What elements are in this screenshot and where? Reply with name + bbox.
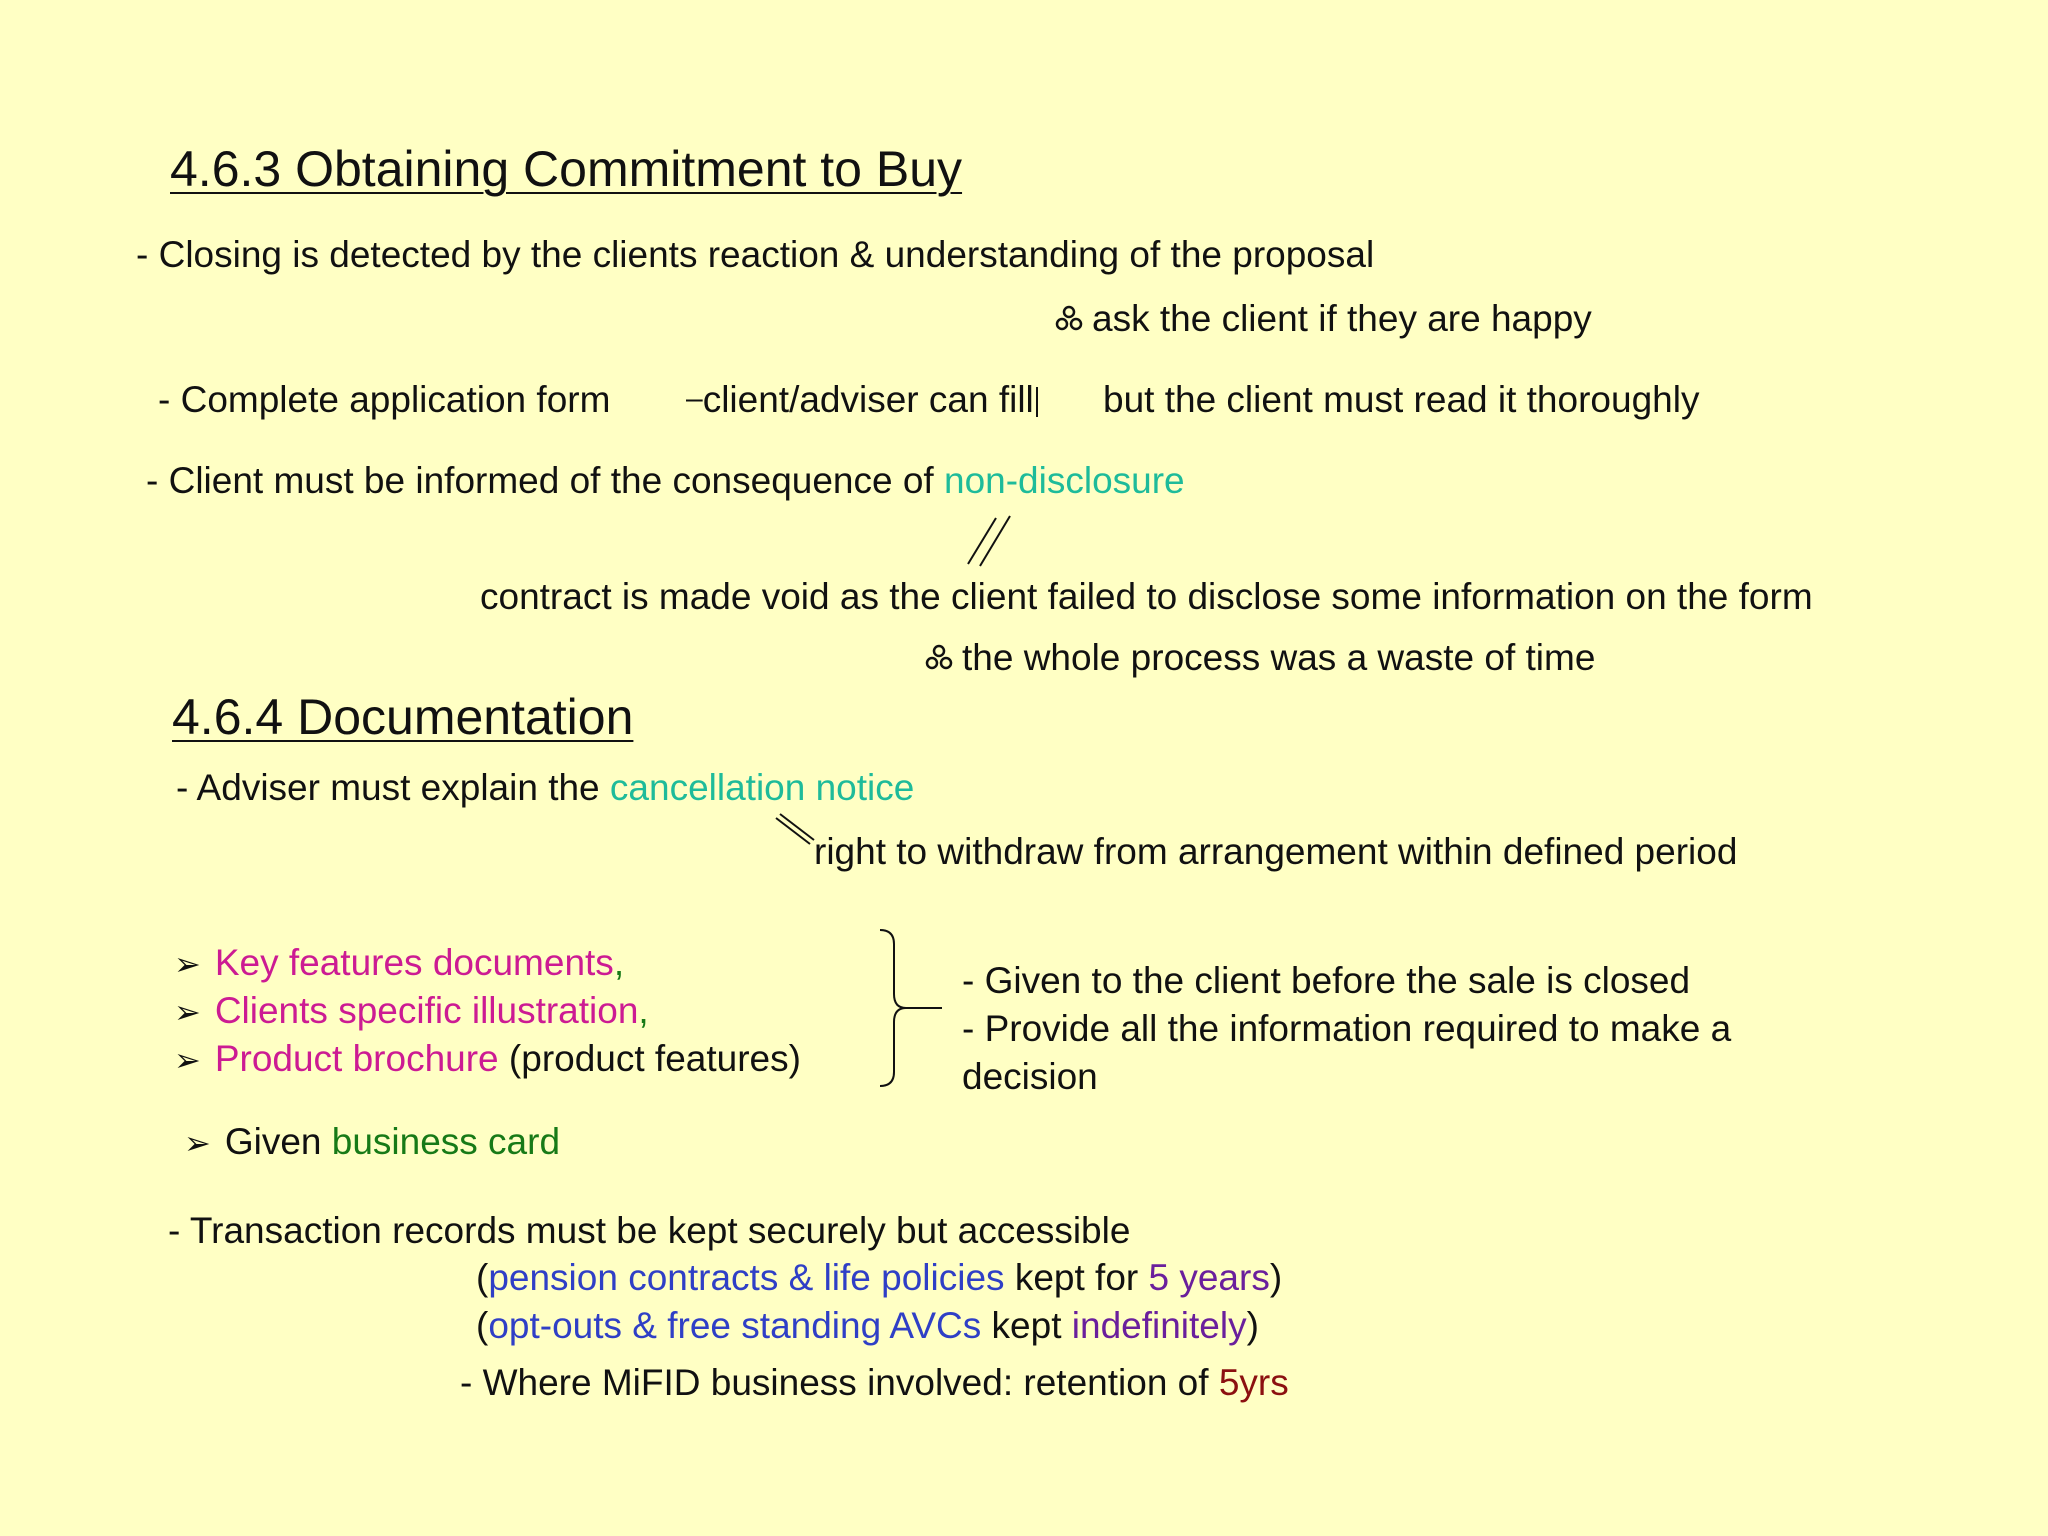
five-years-term: 5 years: [1148, 1257, 1270, 1298]
non-disclosure-prefix: - Client must be informed of the consequence of: [146, 460, 944, 501]
bullet-key-features: ➢ Key features documents,: [174, 942, 625, 983]
decision-text: decision: [962, 1056, 1098, 1097]
pension-contracts-term: pension contracts & life policies: [488, 1257, 1005, 1298]
client-adviser-line: –client/adviser can fill: [686, 379, 1038, 422]
ask-client-line: [1054, 298, 1592, 341]
mifid-line: [460, 1362, 1289, 1405]
non-disclosure-line: [146, 460, 1185, 503]
mifid-prefix: - Where MiFID business involved: retention of: [460, 1362, 1219, 1403]
given-prefix: Given: [224, 1121, 332, 1162]
ask-client-text: ask the client if they are happy: [1092, 298, 1592, 339]
business-card-term: business card: [331, 1121, 561, 1162]
double-slash-connector: [962, 512, 1018, 568]
arrowhead-bullet-icon: ➢: [174, 1042, 201, 1078]
therefore-icon: [1054, 304, 1084, 334]
optouts-retention-line: (opt-outs & free standing AVCs kept indefinitely): [476, 1305, 1259, 1346]
right-brace: [876, 926, 946, 1092]
double-slash-connector-2: [774, 814, 814, 854]
bullet-illustration: ➢ Clients specific illustration,: [174, 990, 649, 1031]
arrowhead-bullet-icon: ➢: [174, 994, 201, 1030]
heading-documentation: 4.6.4 Documentation: [172, 689, 634, 745]
closing-detected-text: - Closing is detected by the clients reaction & understanding of the proposal: [136, 234, 1375, 275]
non-disclosure-term: non-disclosure: [944, 460, 1185, 501]
client-adviser-text: client/adviser can fill: [702, 379, 1034, 420]
bullet-brochure: ➢ Product brochure (product features): [174, 1038, 801, 1079]
therefore-icon: [924, 643, 954, 673]
arrowhead-bullet-icon: ➢: [174, 946, 201, 982]
optouts-term: opt-outs & free standing AVCs: [488, 1305, 982, 1346]
transaction-records-text: - Transaction records must be kept securely but accessible: [168, 1210, 1131, 1251]
brochure-text: Product brochure: [214, 1038, 499, 1079]
read-thoroughly-text: but the client must read it thoroughly: [1103, 379, 1700, 420]
cancellation-notice-term: cancellation notice: [609, 767, 915, 808]
pension-retention-line: (pension contracts & life policies kept for 5 years): [476, 1257, 1283, 1298]
cancellation-line: [176, 767, 914, 810]
cancellation-prefix: - Adviser must explain the: [176, 767, 610, 808]
heading-obtaining-commitment: 4.6.3 Obtaining Commitment to Buy: [170, 141, 963, 197]
contract-void-text: contract is made void as the client failed to disclose some information on the form: [480, 576, 1813, 617]
right-to-withdraw-text: right to withdraw from arrangement within defined period: [814, 831, 1738, 872]
key-features-text: Key features documents: [214, 942, 614, 983]
waste-of-time-line: [924, 637, 1595, 680]
bullet-business-card: [184, 1121, 560, 1164]
five-yrs-term: 5yrs: [1218, 1362, 1289, 1403]
waste-of-time-text: the whole process was a waste of time: [962, 637, 1596, 678]
illustration-text: Clients specific illustration: [214, 990, 639, 1031]
application-form-text: - Complete application form: [158, 379, 611, 420]
arrowhead-bullet-icon: ➢: [184, 1125, 211, 1161]
given-before-sale-text: - Given to the client before the sale is closed: [962, 960, 1691, 1001]
provide-information-text: - Provide all the information required to make a: [962, 1008, 1732, 1049]
indefinitely-term: indefinitely: [1071, 1305, 1247, 1346]
